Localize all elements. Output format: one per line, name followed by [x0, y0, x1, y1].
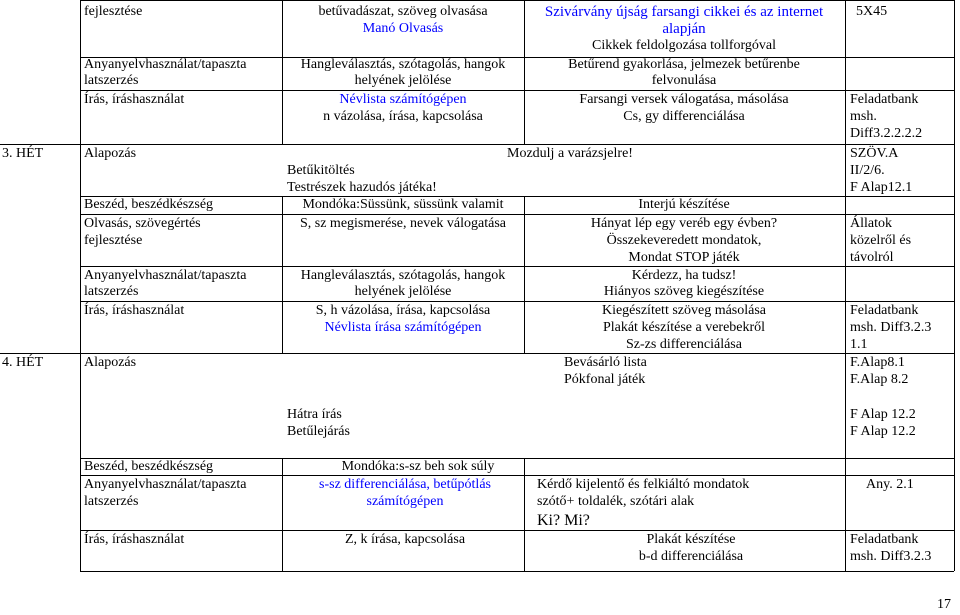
- table-rule-vertical: [282, 196, 283, 353]
- reference-label: távolról: [850, 250, 894, 265]
- activity-text: Mondat STOP játék: [628, 250, 740, 265]
- activity-text: Kérdezz, ha tudsz!: [631, 268, 737, 283]
- activity-text: Betűrend gyakorlása, jelmezek betűrenbe: [568, 57, 800, 72]
- table-rule: [80, 530, 954, 531]
- activity-text: Farsangi versek válogatása, másolása: [579, 92, 789, 107]
- activity-text: Sz-zs differenciálása: [626, 337, 742, 352]
- skill-label: latszerzés: [84, 494, 139, 509]
- table-rule: [0, 144, 954, 145]
- table-rule: [80, 475, 954, 476]
- activity-text: betűvadászat, szöveg olvasása: [318, 4, 488, 19]
- table-rule-vertical: [282, 0, 283, 144]
- activity-text: Cikkek feldolgozása tollforgóval: [591, 38, 777, 53]
- skill-label: Írás, íráshasználat: [84, 303, 185, 318]
- reference-label: közelről és: [850, 233, 912, 248]
- activity-text: Z, k írása, kapcsolása: [344, 532, 466, 547]
- reference-label: Feladatbank: [850, 532, 919, 547]
- reference-label: Feladatbank: [850, 92, 919, 107]
- table-rule: [80, 90, 954, 91]
- activity-link[interactable]: Névlista számítógépen: [339, 92, 467, 107]
- activity-text: helyének jelölése: [354, 284, 452, 299]
- table-rule: [0, 353, 954, 354]
- activity-link[interactable]: Szivárvány újság farsangi cikkei és az internet: [544, 4, 824, 20]
- activity-link[interactable]: Névlista írása számítógépen: [324, 320, 482, 335]
- week-heading-label: Alapozás: [84, 146, 137, 161]
- skill-label: Írás, íráshasználat: [84, 532, 185, 547]
- activity-text: Interjú készítése: [638, 197, 730, 212]
- reference-label: msh.: [850, 109, 877, 124]
- reference-label: 1.1: [850, 337, 868, 352]
- skill-label: Olvasás, szövegértés: [84, 216, 201, 231]
- reference-label: Any. 2.1: [866, 477, 914, 492]
- activity-text: S, sz megismerése, nevek válogatása: [299, 216, 507, 231]
- activity-text: szótő+ toldalék, szótári alak: [537, 494, 695, 509]
- reference-label: SZÖV.A: [850, 146, 899, 161]
- activity-text: n vázolása, írása, kapcsolása: [323, 109, 483, 124]
- week-heading: 4. HÉT: [2, 355, 44, 370]
- activity-text: Hangleválasztás, szótagolás, hangok: [300, 268, 506, 283]
- activity-text: Plakát készítése: [646, 532, 736, 547]
- activity-text: Hányat lép egy veréb egy évben?: [590, 216, 778, 231]
- reference-label: F Alap12.1: [850, 180, 913, 195]
- week-activity: Mozdulj a varázsjelre!: [507, 146, 633, 161]
- activity-link[interactable]: alapján: [662, 21, 706, 37]
- activity-text: Kérdő kijelentő és felkiáltó mondatok: [537, 477, 750, 492]
- skill-label: Írás, íráshasználat: [84, 92, 185, 107]
- reference-label: msh. Diff3.2.3: [850, 549, 932, 564]
- skill-label: fejlesztése: [84, 4, 143, 19]
- activity-text: felvonulása: [651, 73, 717, 88]
- reference-label: F.Alap8.1: [850, 355, 905, 370]
- week-activity: Hátra írás: [287, 407, 342, 422]
- skill-label: Anyanyelvhasználat/tapaszta: [84, 268, 247, 283]
- activity-text: Cs, gy differenciálása: [623, 109, 745, 124]
- table-rule: [80, 301, 954, 302]
- week-activity: Testrészek hazudós játéka!: [287, 180, 437, 195]
- activity-text: Mondóka:s-sz beh sok súly: [341, 459, 495, 474]
- table-rule: [80, 214, 954, 215]
- table-rule-top: [80, 0, 954, 1]
- skill-label: Anyanyelvhasználat/tapaszta: [84, 477, 247, 492]
- reference-label: F.Alap 8.2: [850, 372, 909, 387]
- week-heading-label: Alapozás: [84, 355, 137, 370]
- reference-label: II/2/6.: [850, 163, 885, 178]
- skill-label: Beszéd, beszédkészség: [84, 197, 214, 212]
- week-activity: Betűkitöltés: [287, 163, 355, 178]
- table-rule-bottom: [80, 571, 954, 572]
- table-rule-vertical: [954, 0, 955, 571]
- activity-link[interactable]: Manó Olvasás: [362, 21, 444, 36]
- table-rule: [80, 266, 954, 267]
- skill-label: Beszéd, beszédkészség: [84, 459, 214, 474]
- reference-label: msh. Diff3.2.3: [850, 320, 932, 335]
- activity-text: Kiegészített szöveg másolása: [601, 303, 767, 318]
- duration-label: 5X45: [856, 4, 888, 19]
- activity-link[interactable]: számítógépen: [366, 494, 444, 509]
- table-rule-vertical: [282, 458, 283, 571]
- reference-label: Diff3.2.2.2.2: [850, 126, 923, 141]
- table-rule-vertical: [80, 0, 81, 571]
- activity-text: Mondóka:Süssünk, süssünk valamit: [302, 197, 504, 212]
- activity-link[interactable]: s-sz differenciálása, betűpótlás: [319, 477, 491, 492]
- activity-text: Plakát készítése a verebekről: [602, 320, 766, 335]
- table-rule-vertical: [524, 196, 525, 353]
- reference-label: F Alap 12.2: [850, 424, 916, 439]
- page-number: 17: [937, 597, 951, 612]
- activity-text: b-d differenciálása: [638, 549, 744, 564]
- reference-label: Állatok: [850, 216, 892, 231]
- activity-text: Hangleválasztás, szótagolás, hangok: [300, 57, 506, 72]
- reference-label: Feladatbank: [850, 303, 919, 318]
- week-activity: Bevásárló lista: [564, 355, 647, 370]
- week-activity: Betűlejárás: [287, 424, 350, 439]
- skill-label: latszerzés: [84, 73, 139, 88]
- skill-label: fejlesztése: [84, 233, 143, 248]
- activity-text: Ki? Mi?: [537, 512, 590, 529]
- skill-label: Anyanyelvhasználat/tapaszta: [84, 57, 247, 72]
- activity-text: Összekeveredett mondatok,: [606, 233, 762, 248]
- week-activity: Pókfonal játék: [564, 372, 646, 387]
- week-heading: 3. HÉT: [2, 146, 44, 161]
- table-rule-vertical: [845, 0, 846, 571]
- table-rule-vertical: [524, 458, 525, 571]
- table-rule-vertical: [524, 0, 525, 144]
- reference-label: F Alap 12.2: [850, 407, 916, 422]
- activity-text: Hiányos szöveg kiegészítése: [603, 284, 765, 299]
- skill-label: latszerzés: [84, 284, 139, 299]
- activity-text: helyének jelölése: [354, 73, 452, 88]
- activity-text: S, h vázolása, írása, kapcsolása: [315, 303, 491, 318]
